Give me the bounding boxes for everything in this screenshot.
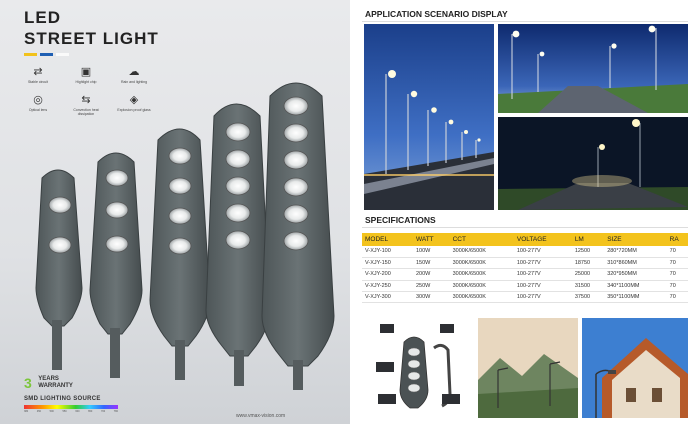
shuffle-icon: ⇄ xyxy=(33,66,43,78)
lamp-100w xyxy=(36,170,82,370)
lamp-150w xyxy=(90,153,142,378)
chip-icon: ▣ xyxy=(80,66,92,78)
led-module xyxy=(106,170,128,186)
led-module xyxy=(226,204,250,222)
thumbnail-mountain-road xyxy=(478,318,578,418)
led-module xyxy=(226,150,250,168)
led-module xyxy=(284,151,308,169)
led-module xyxy=(49,237,71,253)
table-row: V-XJY-300 300W 3000K/6500K 100-277V 37500 350*1100MM 70 xyxy=(362,292,688,303)
table-header-row xyxy=(362,233,688,246)
smd-lighting-source: SMD LIGHTING SOURCE xyxy=(24,396,101,402)
led-module xyxy=(284,232,308,250)
thumbnail-lamp-components xyxy=(362,318,474,418)
website-url: www.vmax-vision.com xyxy=(236,413,286,419)
led-module xyxy=(284,97,308,115)
feature-optical-lens: ◎ Optical lens xyxy=(28,94,48,112)
led-module xyxy=(226,123,250,141)
led-module xyxy=(226,231,250,249)
feature-stable-circuit: ⇄ Stable circuit xyxy=(27,66,49,84)
feature-highlight-chip: ▣ Highlight chip xyxy=(75,66,97,84)
led-module xyxy=(284,124,308,142)
divider xyxy=(362,21,688,22)
title-led: LED xyxy=(24,8,61,27)
led-module xyxy=(106,236,128,252)
column-voltage: VOLTAGE xyxy=(514,233,572,246)
column-watt: WATT xyxy=(413,233,450,246)
shield-icon: ◈ xyxy=(129,94,139,106)
color-spectrum-bar xyxy=(24,405,118,409)
led-module xyxy=(49,197,71,213)
specifications-title: SPECIFICATIONS xyxy=(365,215,436,225)
divider xyxy=(362,227,688,228)
column-lm: LM xyxy=(572,233,604,246)
spectrum-ticks: 380 450 500 550 600 650 700 780 xyxy=(24,410,118,413)
led-module xyxy=(106,202,128,218)
scenario-photo-highway-dusk xyxy=(364,24,494,210)
led-module xyxy=(169,148,191,164)
table-row: V-XJY-150 150W 3000K/6500K 100-277V 18750 310*860MM 70 xyxy=(362,257,688,268)
specifications-table xyxy=(362,233,688,303)
scenario-photo-road-twilight xyxy=(498,24,688,113)
feature-heat-dissipation: ⇆ Convection heat dissipation xyxy=(73,94,99,116)
table-row: V-XJY-100 100W 3000K/6500K 100-277V 12500 280*720MM 70 xyxy=(362,246,688,257)
title-street-light: STREET LIGHT xyxy=(24,29,159,48)
column-model: MODEL xyxy=(362,233,413,246)
warranty-badge: 3 YEARS WARRANTY xyxy=(24,374,73,391)
info-panel xyxy=(350,0,700,424)
table-row: V-XJY-200 200W 3000K/6500K 100-277V 25000 320*950MM 70 xyxy=(362,269,688,280)
thumbnail-house-street xyxy=(582,318,688,418)
scenario-photo-night-highway xyxy=(498,117,688,210)
led-module xyxy=(284,205,308,223)
led-module xyxy=(169,238,191,254)
cloud-icon: ☁ xyxy=(128,66,140,78)
lamp-250w xyxy=(206,104,270,386)
feature-explosion-proof: ◈ Explosion proof glass xyxy=(117,94,151,112)
column-ra: RA xyxy=(667,233,688,246)
target-icon: ◎ xyxy=(33,94,43,106)
column-cct: CCT xyxy=(450,233,514,246)
lamp-200w xyxy=(150,129,210,380)
column-size: SIZE xyxy=(604,233,666,246)
feature-rain: ☁ Rain and lighting xyxy=(120,66,148,84)
led-module xyxy=(284,178,308,196)
led-module xyxy=(226,177,250,195)
led-module xyxy=(169,178,191,194)
lamp-300w xyxy=(262,83,334,390)
table-row: V-XJY-250 250W 3000K/6500K 100-277V 31500 340*1100MM 70 xyxy=(362,280,688,291)
cycle-icon: ⇆ xyxy=(81,94,91,106)
led-module xyxy=(169,208,191,224)
application-title: APPLICATION SCENARIO DISPLAY xyxy=(365,9,508,19)
